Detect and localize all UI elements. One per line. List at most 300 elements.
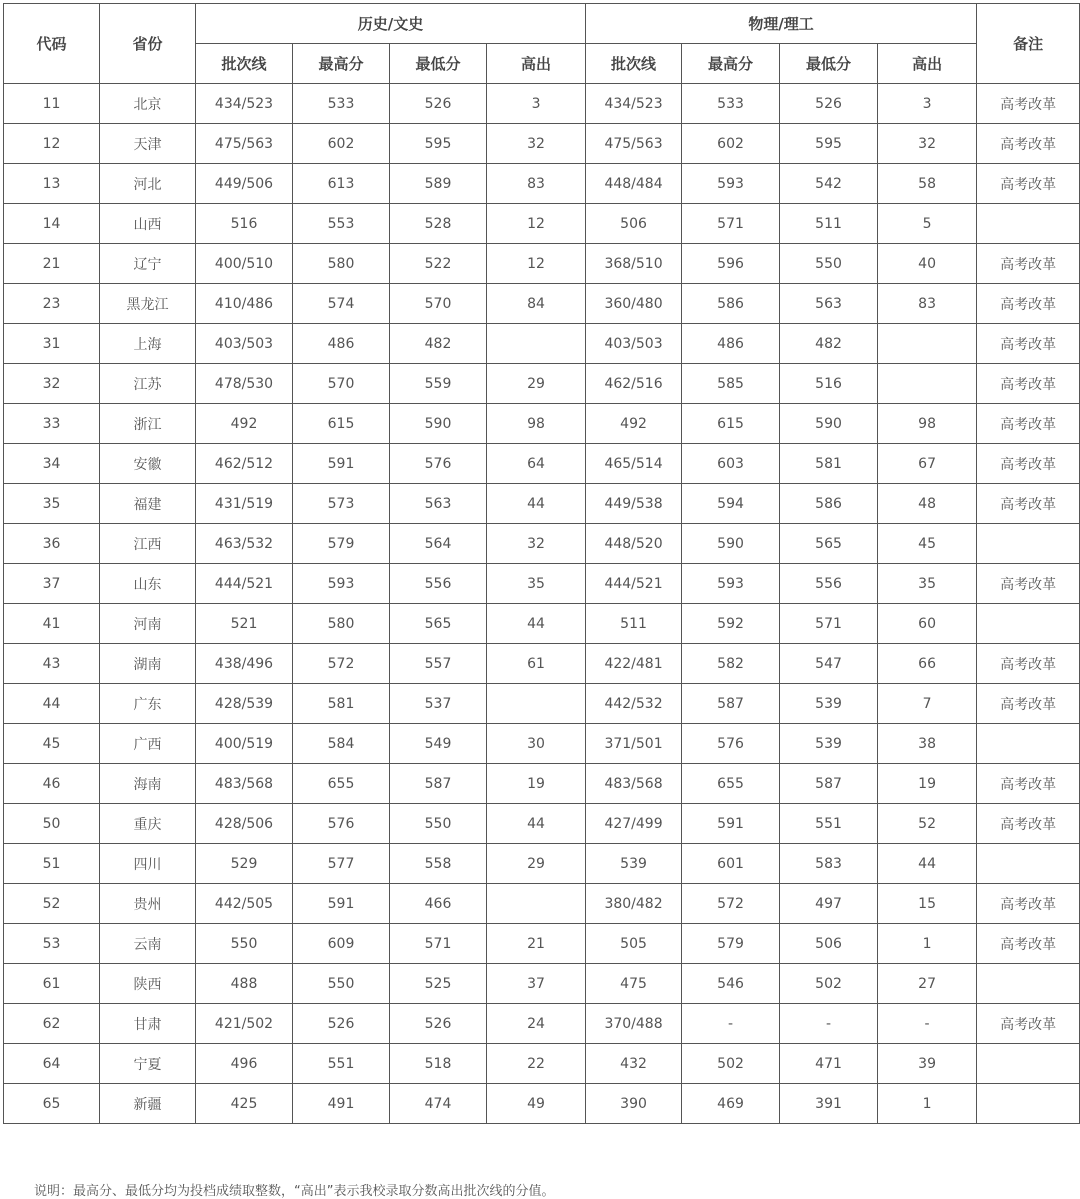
table-row	[4, 244, 1080, 284]
province-name-cell: 河北	[100, 164, 196, 204]
physics-max-score-cell: 603	[682, 444, 780, 484]
history-batch-line-cell: 449/506	[196, 164, 293, 204]
history-max-score-cell: 591	[293, 444, 390, 484]
remark-cell	[977, 524, 1080, 564]
remark-cell	[977, 844, 1080, 884]
history-above-line-cell	[487, 684, 586, 724]
physics-max-score-cell: 585	[682, 364, 780, 404]
physics-batch-line-cell: 434/523	[586, 84, 682, 124]
physics-batch-line-cell: 422/481	[586, 644, 682, 684]
table-row	[4, 1084, 1080, 1124]
physics-max-score-cell: 579	[682, 924, 780, 964]
physics-above-line-cell	[878, 364, 977, 404]
remark-cell	[977, 204, 1080, 244]
history-batch-line-cell: 488	[196, 964, 293, 1004]
footnote: 说明：最高分、最低分均为投档成绩取整数，“高出”表示我校录取分数高出批次线的分值。	[34, 1184, 555, 1199]
table-row	[4, 404, 1080, 444]
history-above-line-cell: 32	[487, 124, 586, 164]
province-name-cell: 四川	[100, 844, 196, 884]
physics-above-line-cell: 83	[878, 284, 977, 324]
history-min-score-cell: 559	[390, 364, 487, 404]
table-body	[4, 84, 1080, 1124]
history-min-score-cell: 595	[390, 124, 487, 164]
history-min-score-cell: 526	[390, 84, 487, 124]
physics-batch-line-cell: 380/482	[586, 884, 682, 924]
physics-batch-line-cell: 371/501	[586, 724, 682, 764]
physics-above-line-cell: 1	[878, 924, 977, 964]
province-code-cell: 31	[4, 324, 100, 364]
history-min-score-cell: 563	[390, 484, 487, 524]
physics-max-score-cell: 533	[682, 84, 780, 124]
remark-cell: 高考改革	[977, 364, 1080, 404]
remark-cell: 高考改革	[977, 484, 1080, 524]
province-name-cell: 福建	[100, 484, 196, 524]
history-batch-line-cell: 400/519	[196, 724, 293, 764]
history-min-score-cell: 528	[390, 204, 487, 244]
history-batch-line-cell: 410/486	[196, 284, 293, 324]
physics-max-score-cell: 502	[682, 1044, 780, 1084]
header-physics-max-score: 最高分	[682, 44, 780, 84]
physics-min-score-cell: 547	[780, 644, 878, 684]
history-max-score-cell: 581	[293, 684, 390, 724]
physics-max-score-cell: 593	[682, 164, 780, 204]
physics-max-score-cell: 587	[682, 684, 780, 724]
admission-score-table	[3, 3, 1080, 1124]
physics-min-score-cell: 581	[780, 444, 878, 484]
province-code-cell: 11	[4, 84, 100, 124]
physics-above-line-cell: 35	[878, 564, 977, 604]
history-max-score-cell: 576	[293, 804, 390, 844]
province-code-cell: 36	[4, 524, 100, 564]
physics-above-line-cell: 58	[878, 164, 977, 204]
province-code-cell: 50	[4, 804, 100, 844]
history-max-score-cell: 577	[293, 844, 390, 884]
physics-above-line-cell: 5	[878, 204, 977, 244]
header-remark: 备注	[977, 4, 1080, 84]
history-batch-line-cell: 428/539	[196, 684, 293, 724]
table-row	[4, 844, 1080, 884]
province-name-cell: 新疆	[100, 1084, 196, 1124]
history-min-score-cell: 589	[390, 164, 487, 204]
physics-min-score-cell: 471	[780, 1044, 878, 1084]
history-min-score-cell: 587	[390, 764, 487, 804]
history-max-score-cell: 613	[293, 164, 390, 204]
province-code-cell: 32	[4, 364, 100, 404]
physics-batch-line-cell: 449/538	[586, 484, 682, 524]
province-name-cell: 河南	[100, 604, 196, 644]
province-name-cell: 云南	[100, 924, 196, 964]
physics-above-line-cell: 27	[878, 964, 977, 1004]
physics-min-score-cell: 511	[780, 204, 878, 244]
history-max-score-cell: 580	[293, 244, 390, 284]
header-province: 省份	[100, 4, 196, 84]
physics-batch-line-cell: 368/510	[586, 244, 682, 284]
physics-above-line-cell: 15	[878, 884, 977, 924]
history-above-line-cell: 98	[487, 404, 586, 444]
remark-cell	[977, 1084, 1080, 1124]
history-max-score-cell: 526	[293, 1004, 390, 1044]
physics-min-score-cell: 539	[780, 684, 878, 724]
history-batch-line-cell: 428/506	[196, 804, 293, 844]
history-min-score-cell: 565	[390, 604, 487, 644]
history-above-line-cell: 32	[487, 524, 586, 564]
history-above-line-cell: 3	[487, 84, 586, 124]
remark-cell	[977, 1044, 1080, 1084]
physics-batch-line-cell: 475/563	[586, 124, 682, 164]
physics-batch-line-cell: 465/514	[586, 444, 682, 484]
history-min-score-cell: 474	[390, 1084, 487, 1124]
physics-min-score-cell: 539	[780, 724, 878, 764]
physics-min-score-cell: 551	[780, 804, 878, 844]
physics-max-score-cell: 593	[682, 564, 780, 604]
history-batch-line-cell: 478/530	[196, 364, 293, 404]
province-name-cell: 广东	[100, 684, 196, 724]
province-code-cell: 44	[4, 684, 100, 724]
province-name-cell: 山西	[100, 204, 196, 244]
physics-above-line-cell: 60	[878, 604, 977, 644]
history-min-score-cell: 525	[390, 964, 487, 1004]
physics-max-score-cell: 576	[682, 724, 780, 764]
remark-cell: 高考改革	[977, 564, 1080, 604]
remark-cell	[977, 604, 1080, 644]
history-max-score-cell: 486	[293, 324, 390, 364]
history-above-line-cell: 44	[487, 604, 586, 644]
history-max-score-cell: 579	[293, 524, 390, 564]
province-name-cell: 湖南	[100, 644, 196, 684]
province-code-cell: 23	[4, 284, 100, 324]
history-above-line-cell: 19	[487, 764, 586, 804]
table-row	[4, 1044, 1080, 1084]
physics-batch-line-cell: 370/488	[586, 1004, 682, 1044]
remark-cell	[977, 724, 1080, 764]
province-name-cell: 贵州	[100, 884, 196, 924]
history-min-score-cell: 537	[390, 684, 487, 724]
physics-max-score-cell: 486	[682, 324, 780, 364]
physics-above-line-cell: 52	[878, 804, 977, 844]
physics-above-line-cell: 67	[878, 444, 977, 484]
table-row	[4, 124, 1080, 164]
province-name-cell: 宁夏	[100, 1044, 196, 1084]
remark-cell: 高考改革	[977, 324, 1080, 364]
province-code-cell: 64	[4, 1044, 100, 1084]
history-max-score-cell: 553	[293, 204, 390, 244]
history-above-line-cell: 44	[487, 484, 586, 524]
province-code-cell: 62	[4, 1004, 100, 1044]
physics-above-line-cell: 66	[878, 644, 977, 684]
history-batch-line-cell: 529	[196, 844, 293, 884]
header-history-max-score: 最高分	[293, 44, 390, 84]
table-row	[4, 884, 1080, 924]
province-code-cell: 51	[4, 844, 100, 884]
province-code-cell: 12	[4, 124, 100, 164]
history-batch-line-cell: 521	[196, 604, 293, 644]
province-code-cell: 65	[4, 1084, 100, 1124]
history-batch-line-cell: 425	[196, 1084, 293, 1124]
table-row	[4, 324, 1080, 364]
history-above-line-cell: 12	[487, 244, 586, 284]
physics-max-score-cell: 572	[682, 884, 780, 924]
table-row	[4, 764, 1080, 804]
history-batch-line-cell: 403/503	[196, 324, 293, 364]
physics-min-score-cell: 482	[780, 324, 878, 364]
province-name-cell: 辽宁	[100, 244, 196, 284]
province-name-cell: 黑龙江	[100, 284, 196, 324]
history-max-score-cell: 593	[293, 564, 390, 604]
province-name-cell: 北京	[100, 84, 196, 124]
header-physics-batch-line: 批次线	[586, 44, 682, 84]
physics-batch-line-cell: 462/516	[586, 364, 682, 404]
physics-batch-line-cell: 390	[586, 1084, 682, 1124]
history-max-score-cell: 550	[293, 964, 390, 1004]
history-batch-line-cell: 483/568	[196, 764, 293, 804]
province-code-cell: 37	[4, 564, 100, 604]
physics-min-score-cell: 595	[780, 124, 878, 164]
physics-max-score-cell: 582	[682, 644, 780, 684]
history-min-score-cell: 570	[390, 284, 487, 324]
physics-max-score-cell: 591	[682, 804, 780, 844]
history-max-score-cell: 609	[293, 924, 390, 964]
province-code-cell: 41	[4, 604, 100, 644]
physics-max-score-cell: 590	[682, 524, 780, 564]
physics-above-line-cell: 3	[878, 84, 977, 124]
table-row	[4, 364, 1080, 404]
remark-cell: 高考改革	[977, 84, 1080, 124]
physics-min-score-cell: 556	[780, 564, 878, 604]
physics-min-score-cell: 587	[780, 764, 878, 804]
history-max-score-cell: 491	[293, 1084, 390, 1124]
history-above-line-cell: 61	[487, 644, 586, 684]
history-min-score-cell: 518	[390, 1044, 487, 1084]
remark-cell: 高考改革	[977, 284, 1080, 324]
physics-max-score-cell: 596	[682, 244, 780, 284]
history-above-line-cell	[487, 324, 586, 364]
history-above-line-cell: 49	[487, 1084, 586, 1124]
province-code-cell: 13	[4, 164, 100, 204]
physics-min-score-cell: 526	[780, 84, 878, 124]
remark-cell: 高考改革	[977, 684, 1080, 724]
physics-min-score-cell: 516	[780, 364, 878, 404]
history-above-line-cell: 21	[487, 924, 586, 964]
table-row	[4, 1004, 1080, 1044]
physics-above-line-cell: 44	[878, 844, 977, 884]
header-physics-min-score: 最低分	[780, 44, 878, 84]
province-name-cell: 甘肃	[100, 1004, 196, 1044]
history-max-score-cell: 584	[293, 724, 390, 764]
province-code-cell: 53	[4, 924, 100, 964]
physics-max-score-cell: 615	[682, 404, 780, 444]
history-max-score-cell: 570	[293, 364, 390, 404]
history-batch-line-cell: 516	[196, 204, 293, 244]
history-min-score-cell: 556	[390, 564, 487, 604]
physics-batch-line-cell: 506	[586, 204, 682, 244]
header-physics-group: 物理/理工	[586, 4, 977, 44]
physics-batch-line-cell: 442/532	[586, 684, 682, 724]
physics-above-line-cell: 48	[878, 484, 977, 524]
history-min-score-cell: 550	[390, 804, 487, 844]
history-max-score-cell: 602	[293, 124, 390, 164]
remark-cell: 高考改革	[977, 764, 1080, 804]
table-row	[4, 924, 1080, 964]
province-name-cell: 天津	[100, 124, 196, 164]
remark-cell: 高考改革	[977, 164, 1080, 204]
physics-above-line-cell: 32	[878, 124, 977, 164]
physics-batch-line-cell: 444/521	[586, 564, 682, 604]
physics-batch-line-cell: 432	[586, 1044, 682, 1084]
physics-batch-line-cell: 448/520	[586, 524, 682, 564]
province-name-cell: 广西	[100, 724, 196, 764]
history-above-line-cell: 29	[487, 844, 586, 884]
history-max-score-cell: 591	[293, 884, 390, 924]
header-row-main	[4, 4, 1080, 44]
history-min-score-cell: 482	[390, 324, 487, 364]
province-code-cell: 46	[4, 764, 100, 804]
physics-batch-line-cell: 403/503	[586, 324, 682, 364]
history-batch-line-cell: 492	[196, 404, 293, 444]
province-code-cell: 45	[4, 724, 100, 764]
province-code-cell: 52	[4, 884, 100, 924]
header-history-min-score: 最低分	[390, 44, 487, 84]
table-row	[4, 204, 1080, 244]
table-row	[4, 484, 1080, 524]
physics-min-score-cell: 583	[780, 844, 878, 884]
history-batch-line-cell: 438/496	[196, 644, 293, 684]
physics-min-score-cell: 590	[780, 404, 878, 444]
history-min-score-cell: 526	[390, 1004, 487, 1044]
physics-min-score-cell: 565	[780, 524, 878, 564]
physics-max-score-cell: 571	[682, 204, 780, 244]
history-batch-line-cell: 442/505	[196, 884, 293, 924]
history-above-line-cell: 83	[487, 164, 586, 204]
province-name-cell: 江苏	[100, 364, 196, 404]
physics-max-score-cell: 602	[682, 124, 780, 164]
physics-min-score-cell: 571	[780, 604, 878, 644]
table-row	[4, 804, 1080, 844]
history-max-score-cell: 574	[293, 284, 390, 324]
history-batch-line-cell: 475/563	[196, 124, 293, 164]
remark-cell: 高考改革	[977, 244, 1080, 284]
history-max-score-cell: 655	[293, 764, 390, 804]
table-header	[4, 4, 1080, 84]
physics-min-score-cell: 586	[780, 484, 878, 524]
physics-min-score-cell: 506	[780, 924, 878, 964]
history-max-score-cell: 615	[293, 404, 390, 444]
history-batch-line-cell: 431/519	[196, 484, 293, 524]
history-above-line-cell: 29	[487, 364, 586, 404]
remark-cell: 高考改革	[977, 124, 1080, 164]
history-min-score-cell: 571	[390, 924, 487, 964]
province-code-cell: 21	[4, 244, 100, 284]
history-min-score-cell: 549	[390, 724, 487, 764]
physics-above-line-cell: 38	[878, 724, 977, 764]
history-min-score-cell: 558	[390, 844, 487, 884]
history-above-line-cell: 30	[487, 724, 586, 764]
physics-min-score-cell: 550	[780, 244, 878, 284]
header-history-batch-line: 批次线	[196, 44, 293, 84]
province-name-cell: 海南	[100, 764, 196, 804]
physics-min-score-cell: 563	[780, 284, 878, 324]
remark-cell: 高考改革	[977, 644, 1080, 684]
table-row	[4, 284, 1080, 324]
table-row	[4, 604, 1080, 644]
table-row	[4, 724, 1080, 764]
history-above-line-cell: 35	[487, 564, 586, 604]
physics-min-score-cell: 502	[780, 964, 878, 1004]
history-min-score-cell: 590	[390, 404, 487, 444]
history-above-line-cell: 12	[487, 204, 586, 244]
physics-above-line-cell: 19	[878, 764, 977, 804]
physics-above-line-cell: 45	[878, 524, 977, 564]
remark-cell: 高考改革	[977, 884, 1080, 924]
physics-max-score-cell: -	[682, 1004, 780, 1044]
table-row	[4, 444, 1080, 484]
header-code: 代码	[4, 4, 100, 84]
history-min-score-cell: 576	[390, 444, 487, 484]
history-batch-line-cell: 550	[196, 924, 293, 964]
physics-max-score-cell: 592	[682, 604, 780, 644]
history-max-score-cell: 551	[293, 1044, 390, 1084]
history-min-score-cell: 466	[390, 884, 487, 924]
province-name-cell: 上海	[100, 324, 196, 364]
physics-batch-line-cell: 475	[586, 964, 682, 1004]
remark-cell: 高考改革	[977, 1004, 1080, 1044]
history-batch-line-cell: 463/532	[196, 524, 293, 564]
physics-above-line-cell: 1	[878, 1084, 977, 1124]
physics-batch-line-cell: 511	[586, 604, 682, 644]
table-row	[4, 164, 1080, 204]
history-min-score-cell: 557	[390, 644, 487, 684]
province-code-cell: 34	[4, 444, 100, 484]
physics-max-score-cell: 655	[682, 764, 780, 804]
header-physics-above-line: 高出	[878, 44, 977, 84]
physics-batch-line-cell: 448/484	[586, 164, 682, 204]
province-code-cell: 14	[4, 204, 100, 244]
history-max-score-cell: 533	[293, 84, 390, 124]
header-history-above-line: 高出	[487, 44, 586, 84]
history-above-line-cell	[487, 884, 586, 924]
remark-cell: 高考改革	[977, 404, 1080, 444]
history-above-line-cell: 37	[487, 964, 586, 1004]
physics-batch-line-cell: 360/480	[586, 284, 682, 324]
history-max-score-cell: 573	[293, 484, 390, 524]
table-row	[4, 644, 1080, 684]
table-row	[4, 564, 1080, 604]
physics-max-score-cell: 601	[682, 844, 780, 884]
header-history-group: 历史/文史	[196, 4, 586, 44]
table-row	[4, 964, 1080, 1004]
table-row	[4, 684, 1080, 724]
physics-batch-line-cell: 492	[586, 404, 682, 444]
physics-above-line-cell: 40	[878, 244, 977, 284]
history-batch-line-cell: 444/521	[196, 564, 293, 604]
physics-batch-line-cell: 427/499	[586, 804, 682, 844]
physics-min-score-cell: 497	[780, 884, 878, 924]
physics-max-score-cell: 546	[682, 964, 780, 1004]
province-name-cell: 重庆	[100, 804, 196, 844]
table-row	[4, 524, 1080, 564]
province-code-cell: 43	[4, 644, 100, 684]
table-row	[4, 84, 1080, 124]
physics-min-score-cell: 542	[780, 164, 878, 204]
history-min-score-cell: 564	[390, 524, 487, 564]
physics-min-score-cell: -	[780, 1004, 878, 1044]
history-above-line-cell: 84	[487, 284, 586, 324]
history-batch-line-cell: 462/512	[196, 444, 293, 484]
history-batch-line-cell: 434/523	[196, 84, 293, 124]
remark-cell	[977, 964, 1080, 1004]
history-max-score-cell: 580	[293, 604, 390, 644]
physics-above-line-cell: 98	[878, 404, 977, 444]
remark-cell: 高考改革	[977, 444, 1080, 484]
